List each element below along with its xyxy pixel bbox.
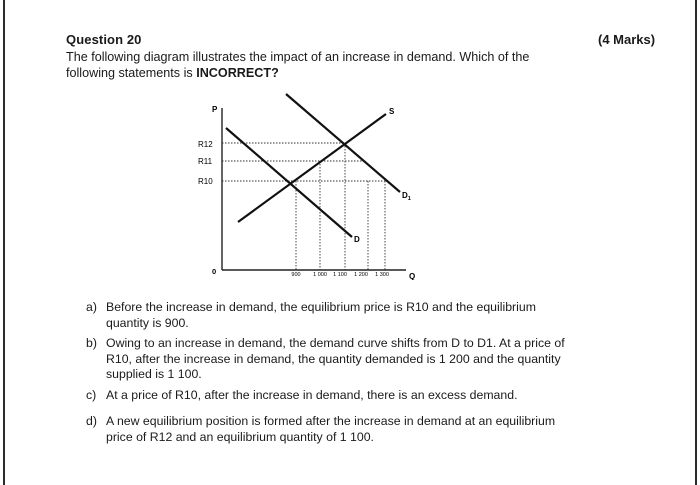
option-letter: d) bbox=[86, 414, 97, 428]
option-letter: a) bbox=[86, 300, 97, 314]
option-text: Owing to an increase in demand, the demand curve shifts from D to D1. At a price of R10, after the increase in demand, the quantity demanded is 1 200 and the quantity supplied is 1 100. bbox=[106, 336, 565, 381]
option-text: Before the increase in demand, the equilibrium price is R10 and the equilibrium quantity is 900. bbox=[106, 300, 536, 330]
price-label-r10: R10 bbox=[198, 177, 213, 186]
stem-text: The following diagram illustrates the impact of an increase in demand. Which of the following statements is bbox=[66, 50, 530, 80]
answer-options bbox=[86, 300, 566, 445]
option-b bbox=[86, 336, 566, 383]
option-d bbox=[86, 414, 566, 445]
qty-label-1200: 1 200 bbox=[354, 272, 368, 278]
option-letter: b) bbox=[86, 336, 97, 350]
origin-label: 0 bbox=[212, 267, 217, 276]
option-text: A new equilibrium position is formed after the increase in demand at an equilibrium price of R12 and an equilibrium quantity of 1 100. bbox=[106, 414, 556, 444]
option-letter: c) bbox=[86, 387, 97, 402]
demand-label: D bbox=[354, 235, 360, 244]
supply-demand-diagram bbox=[188, 90, 428, 280]
option-text: At a price of R10, after the increase in demand, there is an excess demand. bbox=[106, 387, 518, 402]
qty-label-1100: 1 100 bbox=[333, 272, 347, 278]
qty-label-1300: 1 300 bbox=[375, 272, 389, 278]
demand-curve bbox=[226, 128, 352, 237]
stem-emphasis: INCORRECT? bbox=[196, 66, 279, 80]
price-label-r11: R11 bbox=[198, 157, 213, 166]
left-border bbox=[3, 0, 5, 485]
price-label-r12: R12 bbox=[198, 140, 213, 149]
x-axis-label: Q bbox=[409, 272, 416, 280]
new-demand-label: $D_1$ bbox=[402, 191, 411, 202]
right-border bbox=[695, 0, 697, 485]
question-title: Question 20 bbox=[66, 32, 142, 47]
supply-curve bbox=[238, 114, 386, 222]
option-c bbox=[86, 388, 566, 404]
qty-label-900: 900 bbox=[291, 272, 301, 278]
option-a bbox=[86, 300, 566, 331]
question-marks: (4 Marks) bbox=[598, 32, 656, 47]
question-stem bbox=[66, 49, 556, 81]
supply-label: S bbox=[389, 107, 395, 116]
qty-label-1000: 1 000 bbox=[313, 272, 327, 278]
y-axis-label: P bbox=[212, 105, 218, 114]
